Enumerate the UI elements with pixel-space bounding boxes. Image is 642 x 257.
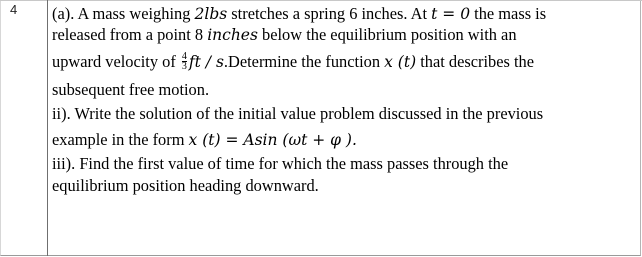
line-3: upward velocity of $\frac{4}{3}$ ft / s.Determine the function x (t) that describes the — [52, 50, 535, 72]
line-1: (a). A mass weighing 2lbs stretches a spring 6 inches. At t = 0 the mass is — [52, 4, 547, 23]
line-5: ii). Write the solution of the initial value problem discussed in the previous — [52, 104, 544, 123]
column-divider — [47, 0, 48, 256]
line-4: subsequent free motion. — [52, 80, 210, 99]
line-2: released from a point 8 inches below the equilibrium position with an — [52, 25, 517, 44]
table-top-border — [0, 0, 642, 1]
question-number: 4 — [10, 2, 18, 17]
line-6: example in the form x (t) = Asin (ωt + φ ). — [52, 130, 357, 149]
fraction: $\frac{4}{3}$ — [181, 50, 187, 72]
line-8: equilibrium position heading downward. — [52, 176, 319, 195]
line-7: iii). Find the first value of time for which the mass passes through the — [52, 154, 509, 173]
